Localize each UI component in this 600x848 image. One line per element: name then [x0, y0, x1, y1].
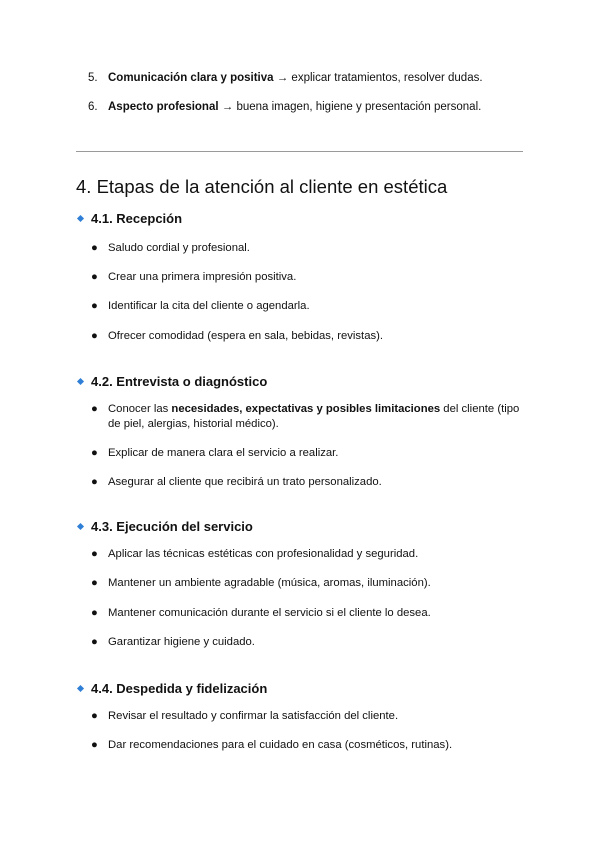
list-item: ● Crear una primera impresión positiva. [91, 271, 297, 283]
bullet-dot-icon: ● [91, 271, 98, 283]
list-item: ● Conocer las necesidades, expectativas y posibles limitaciones del cliente (tipo de piel, alergias, historial médico). [91, 403, 520, 430]
subsection-title: 4.1. Recepción [91, 211, 183, 226]
bullet-dot-icon: ● [91, 476, 98, 488]
list-item: ● Asegurar al cliente que recibirá un trato personalizado. [91, 476, 382, 488]
item-number: 6. [88, 101, 98, 113]
item-number: 5. [88, 72, 98, 84]
subsection-title: 4.2. Entrevista o diagnóstico [91, 374, 268, 389]
subsection-heading-entrevista [78, 374, 267, 390]
list-item: ● Saludo cordial y profesional. [91, 242, 250, 254]
bullet-dot-icon: ● [91, 300, 98, 312]
diamond-bullet-icon [77, 523, 84, 530]
subsection-heading-recepcion [78, 211, 182, 227]
diamond-bullet-icon [77, 378, 84, 385]
subsection-heading-despedida [78, 681, 267, 697]
list-item: ● Explicar de manera clara el servicio a realizar. [91, 447, 339, 459]
bullet-dot-icon: ● [91, 577, 98, 589]
horizontal-divider [76, 151, 523, 152]
bullet-dot-icon: ● [91, 710, 98, 722]
numbered-item-5 [88, 71, 483, 85]
item-bold-label: Aspecto profesional [108, 101, 219, 113]
item-text: → explicar tratamientos, resolver dudas. [273, 72, 483, 84]
diamond-bullet-icon [77, 215, 84, 222]
item-text: → buena imagen, higiene y presentación personal. [218, 101, 482, 113]
section-title: 4. Etapas de la atención al cliente en estética [76, 176, 448, 197]
bullet-dot-icon: ● [91, 330, 98, 342]
subsection-title: 4.4. Despedida y fidelización [91, 681, 268, 696]
bullet-dot-icon: ● [91, 739, 98, 751]
bullet-dot-icon: ● [91, 607, 98, 619]
list-item: ● Mantener un ambiente agradable (música, aromas, iluminación). [91, 577, 431, 589]
subsection-title: 4.3. Ejecución del servicio [91, 519, 253, 534]
numbered-item-6 [88, 100, 481, 114]
list-item: ● Dar recomendaciones para el cuidado en casa (cosméticos, rutinas). [91, 739, 453, 751]
item-bold-label: Comunicación clara y positiva [108, 72, 274, 84]
subsection-heading-ejecucion [78, 519, 253, 535]
bullet-dot-icon: ● [91, 403, 98, 415]
list-item: ● Mantener comunicación durante el servicio si el cliente lo desea. [91, 607, 431, 619]
bullet-dot-icon: ● [91, 636, 98, 648]
diamond-bullet-icon [77, 685, 84, 692]
list-item: ● Identificar la cita del cliente o agendarla. [91, 300, 310, 312]
list-item: ● Aplicar las técnicas estéticas con profesionalidad y seguridad. [91, 548, 419, 560]
list-item: ● Ofrecer comodidad (espera en sala, bebidas, revistas). [91, 330, 384, 342]
bullet-dot-icon: ● [91, 548, 98, 560]
bullet-dot-icon: ● [91, 447, 98, 459]
list-item: ● Garantizar higiene y cuidado. [91, 636, 255, 648]
list-item: ● Revisar el resultado y confirmar la satisfacción del cliente. [91, 710, 399, 722]
bullet-dot-icon: ● [91, 242, 98, 254]
